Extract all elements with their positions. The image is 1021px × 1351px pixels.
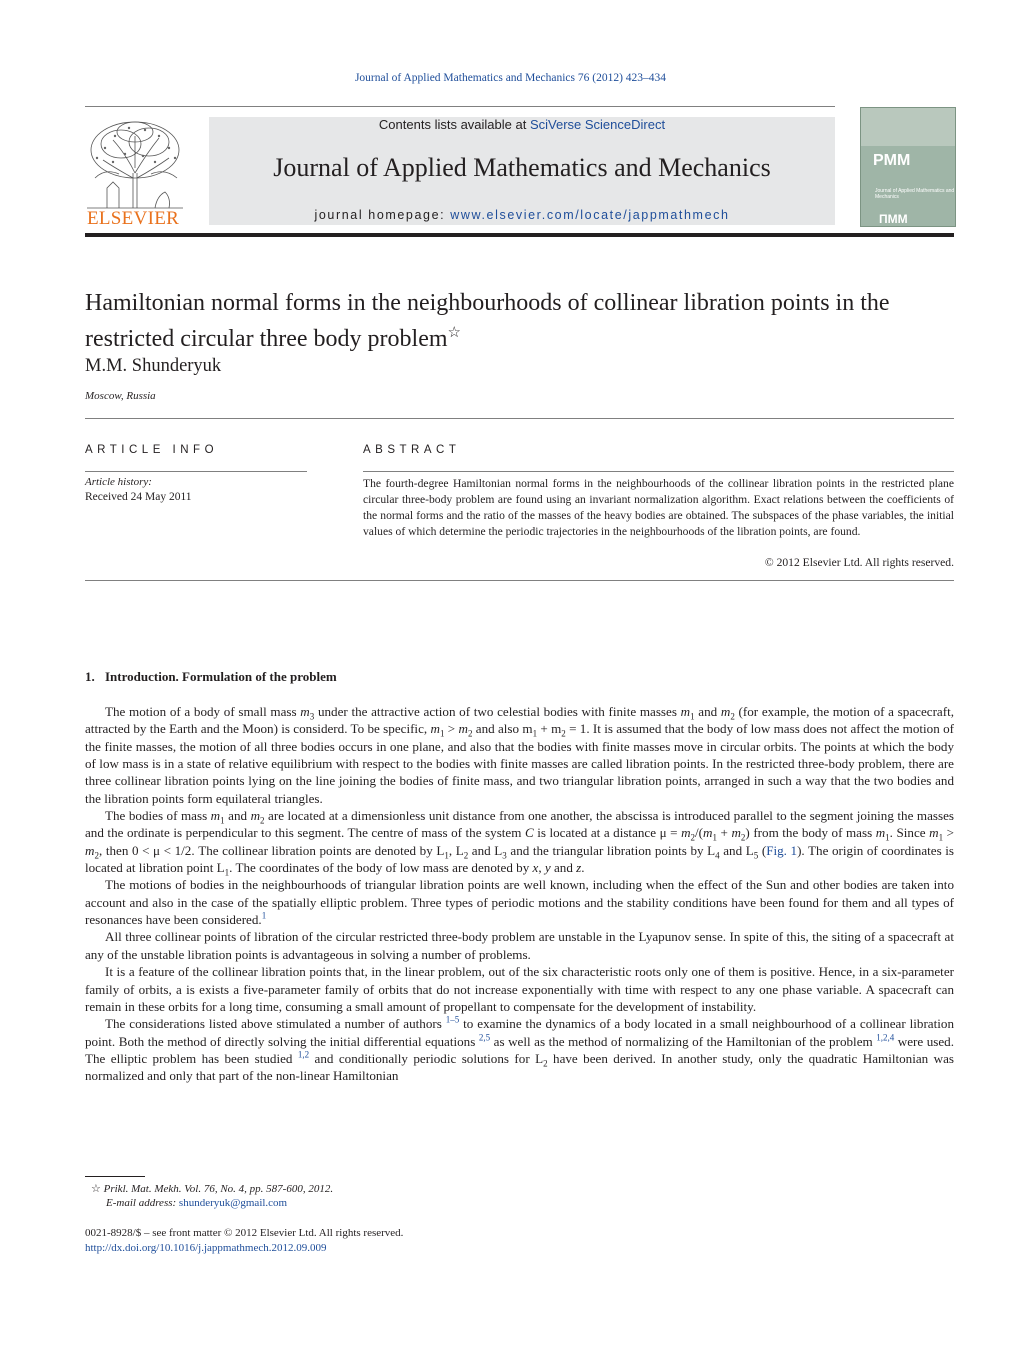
footnote-line-ref [85,1182,333,1196]
section-title: Introduction. Formulation of the problem [105,669,337,684]
elsevier-logo[interactable] [85,118,185,230]
article-title-text: Hamiltonian normal forms in the neighbourhoods of collinear libration points in the restricted circular three body problem [85,290,890,352]
title-footnote-star[interactable]: ☆ [447,325,461,341]
journal-cover-thumbnail[interactable] [860,107,956,227]
elsevier-wordmark: ELSEVIER [87,208,180,229]
abstract-text: The fourth-degree Hamiltonian normal forms in the neighbourhoods of the collinear libration points in the restricted plane circular three-body problem are found using an invariant normalization algorithm. Exact relations between the coefficients of the normal forms and the ratio of the masses of the heavy bodies are obtained. The subspaces of the phase variables, the initial values of which determine the periodic trajectories in the neighbourhoods of the libration points, are found. [363,477,954,538]
journal-reference-link[interactable]: Journal of Applied Mathematics and Mechanics 76 (2012) 423–434 [354,72,667,84]
masthead-bottom-rule [85,233,954,237]
footnote [85,1182,333,1210]
footnote-star: ☆ [91,1183,101,1195]
contents-availability [209,117,835,133]
abstract-heading: ABSTRACT [363,444,461,456]
masthead-top-rule [85,106,835,107]
paragraph: The motion of a body of small mass $m_3$ under the attractive action of two celestial bodies with finite masses $m_1$ and $m_2$ (for example, the motion of a spacecraft, attracted by the Earth and the Moon) is considerd. To be specific, $m_1 > m_2$ and also $m_1 + m_2 = 1$. It is assumed that the body of low mass does not affect the motion of the finite masses, the motion of all three bodies occurs in one plane, and also that the bodies with finite masses move in circular orbits. The points at which the body of low mass is in a state of relative equilibrium with respect to the bodies with finite masses are called libration points. In the restricted three-body problem, there are three collinear libration points lying on the line joining the bodies of finite mass, and two triangular libration points, arranged in such a way that the two bodies and the libration points form equilateral triangles. [85,704,955,806]
homepage-prefix: journal homepage: [314,208,451,222]
footnote-rule [85,1176,145,1177]
citation-link[interactable]: 1–5 [445,1014,460,1025]
paragraph: The considerations listed above stimulated a number of authors $^{1-5}$ to examine the dynamics of a body located in a small neighbourhood of a collinear libration point. Both the method of directly solving the initial differential equations $^{2,5}$ as well as the method of normalizing of the Hamiltonian of the problem $^{1,2,4}$ were used. The elliptic problem has been studied $^{1,2}$ and conditionally periodic solutions for $L_2$ have been derived. In another study, only the quadratic Hamiltonian was normalized and only that part of the non-linear Hamiltonian [85,1014,954,1084]
email-link[interactable]: shunderyuk@gmail.com [178,1197,288,1209]
cover-title: PMM [873,152,911,169]
figure-link[interactable]: Fig. 1 [766,842,798,858]
elsevier-tree-icon [85,118,185,210]
homepage-link[interactable]: www.elsevier.com/locate/jappmathmech [450,208,730,222]
article-history-label: Article history: [85,476,152,488]
section-heading [85,669,337,685]
journal-homepage [209,208,835,222]
author-name: M.M. Shunderyuk [85,356,222,376]
issn-block [85,1226,403,1256]
paragraph: The bodies of mass $m_1$ and $m_2$ are located at a dimensionless unit distance from one another, the abscissa is introduced parallel to the segment joining the masses and the ordinate is perpendicular to this segment. The centre of mass of the system C is located at a distance $\mu = m_2/(m_1 + m_2)$ from the body of mass $m_1$. Since $m_1 > m_2$, then 0 < μ < 1/2. The collinear libration points are denoted by $L_1$, $L_2$ and $L_3$ and the triangular libration points by $L_4$ and $L_5$ (Fig. 1). The origin of coordinates is located at libration point $L_1$. The coordinates of the body of low mass are denoted by x, y and z. [85,808,955,878]
section-number: 1. [85,669,95,684]
article-title [85,288,955,354]
issn-line: 0021-8928/$ – see front matter © 2012 Elsevier Ltd. All rights reserved. [85,1227,404,1239]
contents-prefix: Contents lists available at [378,117,530,132]
abstract-rule [363,471,954,472]
paragraph: It is a feature of the collinear libration points that, in the linear problem, out of the six characteristic roots only one of them is positive. Hence, in a six-parameter family of orbits, a is exists a five-parameter family of orbits that do not increase exponentially with time with respect to any one phase variable. A spacecraft can remain in these orbits for a long time, consuming a small amount of propellant to compensate for the development of instability. [85,964,954,1014]
journal-banner [209,117,835,225]
footnote-ref: Prikl. Mat. Mekh. Vol. 76, No. 4, pp. 587-600, 2012. [103,1183,334,1195]
email-label: E-mail address: [106,1197,179,1209]
body-text [85,703,954,1085]
paragraph: All three collinear points of libration of the circular restricted three-body problem are unstable in the Lyapunov sense. In spite of this, the siting of a spacecraft at any of the unstable libration points is advantageous in solving a number of problems. [85,929,954,962]
header-divider [85,418,954,419]
cover-footer: ПММ [879,212,908,226]
citation-link[interactable]: 1,2,4 [876,1032,895,1043]
received-date: Received 24 May 2011 [85,491,192,503]
author-affiliation: Moscow, Russia [85,390,156,402]
paragraph: The motions of bodies in the neighbourhoods of triangular libration points are well known, including when the effect of the Sun and other bodies are taken into account and also in the case of the spatially elliptic problem. Three types of periodic motions and the stability conditions have been found for them and all types of resonances have been considered.$^1$ [85,877,954,928]
article-info-heading: ARTICLE INFO [85,444,219,456]
cover-top-band [861,108,955,146]
doi-link[interactable]: http://dx.doi.org/10.1016/j.jappmathmech.2012.09.009 [85,1242,327,1254]
sciencedirect-link[interactable]: SciVerse ScienceDirect [529,117,666,132]
citation-link[interactable]: 2,5 [478,1032,491,1043]
footnote-line-email [85,1196,333,1210]
cover-subtitle: Journal of Applied Mathematics and Mechanics [875,188,955,200]
journal-title: Journal of Applied Mathematics and Mechanics [273,153,771,182]
article-info-rule [85,471,307,472]
citation-link[interactable]: 1,2 [297,1049,310,1060]
masthead [85,106,954,236]
citation-link[interactable]: 1 [261,910,267,921]
abstract-divider [85,580,954,581]
abstract-copyright: © 2012 Elsevier Ltd. All rights reserved. [764,556,954,569]
